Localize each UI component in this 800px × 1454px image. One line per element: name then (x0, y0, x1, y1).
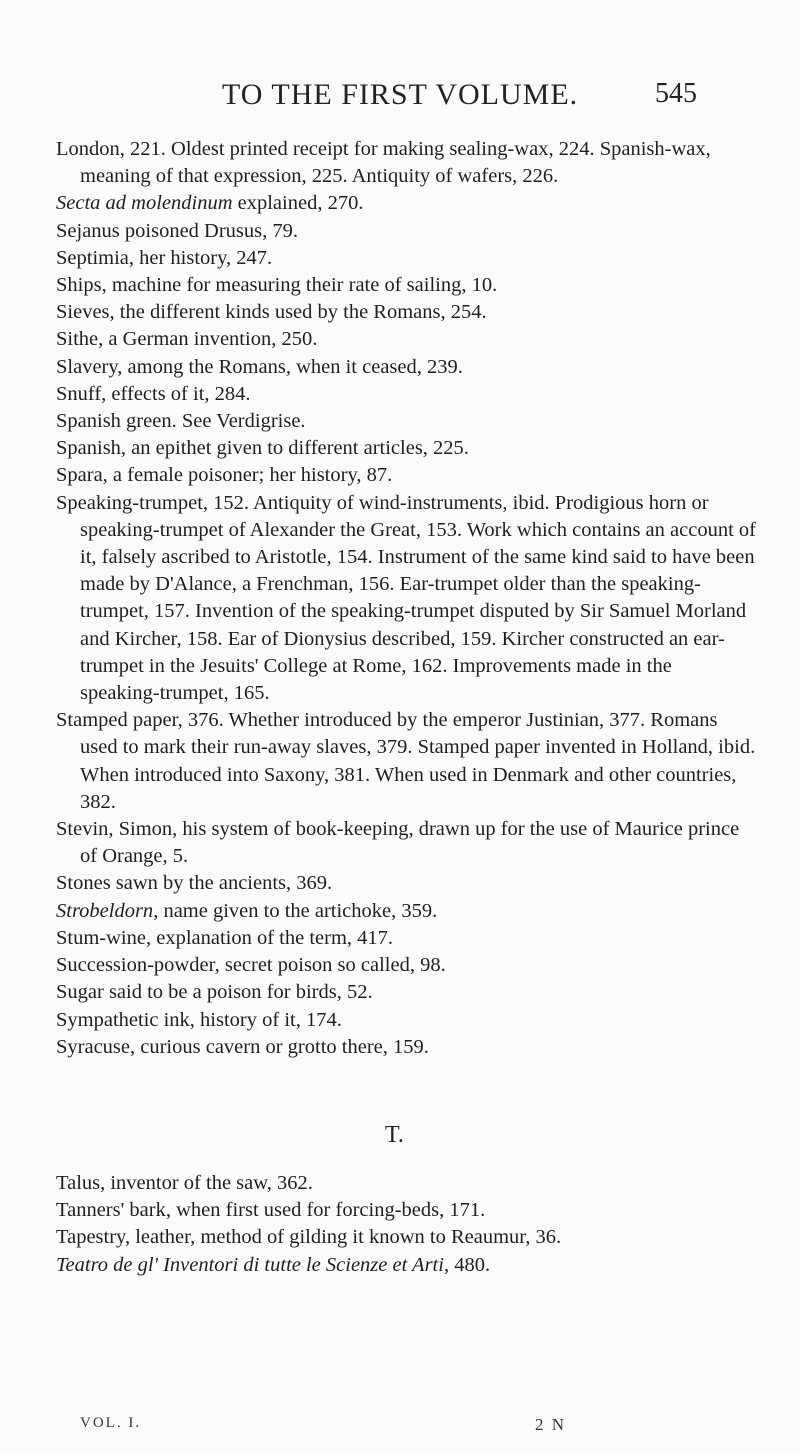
entry-text: Sejanus poisoned Drusus, 79. (56, 219, 299, 242)
index-entry (56, 435, 756, 462)
page-number: 545 (655, 78, 697, 109)
entry-text: Spara, a female poisoner; her history, 87. (56, 464, 393, 487)
entry-text: Sieves, the different kinds used by the Romans, 254. (56, 301, 487, 324)
index-entry (56, 1252, 756, 1279)
entry-text: Stevin, Simon, his system of book-keeping, drawn up for the use of Maurice prince of Orange, 5. (56, 818, 740, 868)
entry-italic-term: Teatro de gl' Inventori di tutte le Scienze et Arti (56, 1253, 444, 1276)
entry-text: Stones sawn by the ancients, 369. (56, 872, 333, 895)
signature-mark: 2 N (535, 1415, 567, 1434)
entry-text: Sithe, a German invention, 250. (56, 328, 318, 351)
index-entry (56, 898, 756, 925)
entry-italic-term: Strobeldorn (56, 899, 154, 922)
entry-text: Snuff, effects of it, 284. (56, 382, 251, 405)
index-entries-t (56, 1170, 756, 1279)
entry-text: explained, 270. (232, 192, 364, 215)
entry-text: Spanish green. See Verdigrise. (56, 410, 306, 433)
section-letter: T. (385, 1122, 404, 1148)
entry-text: Stamped paper, 376. Whether introduced by the emperor Justinian, 377. Romans used to mark their run-away slaves, 379. Stamped paper invented in Holland, ibid. When introduced into Saxony, 381. When used in Denmark and other countries, 382. (56, 709, 756, 813)
entry-text: Speaking-trumpet, 152. Antiquity of wind-instruments, ibid. Prodigious horn or speaking-trumpet of Alexander the Great, 153. Work which contains an account of it, falsely ascribed to Aristotle, 154. Instrument of the same kind said to have been made by D'Alance, a Frenchman, 156. Ear-trumpet older than the speaking-trumpet, 157. Invention of the speaking-trumpet disputed by Sir Samuel Morland and Kircher, 158. Ear of Dionysius described, 159. Kircher constructed an ear-trumpet in the Jesuits' College at Rome, 162. Improvements made in the speaking-trumpet, 165. (56, 491, 756, 705)
entry-text: , 480. (443, 1253, 491, 1276)
index-entry (56, 1224, 756, 1251)
entry-text: Ships, machine for measuring their rate of sailing, 10. (56, 274, 498, 297)
entry-text: Succession-powder, secret poison so called, 98. (56, 954, 446, 977)
volume-label: VOL. I. (80, 1415, 142, 1431)
index-entry (56, 136, 756, 190)
index-entry (56, 925, 756, 952)
entry-text: Septimia, her history, 247. (56, 246, 273, 269)
index-entry (56, 870, 756, 897)
entry-text: Syracuse, curious cavern or grotto there, 159. (56, 1035, 429, 1058)
index-entry (56, 272, 756, 299)
entry-text: Spanish, an epithet given to different articles, 225. (56, 437, 469, 460)
index-entry (56, 1170, 756, 1197)
entry-text: , name given to the artichoke, 359. (153, 899, 438, 922)
entry-text: Tapestry, leather, method of gilding it known to Reaumur, 36. (56, 1226, 562, 1249)
index-entry (56, 299, 756, 326)
index-entries-s (56, 136, 756, 1061)
entry-text: Talus, inventor of the saw, 362. (56, 1172, 313, 1194)
index-entry (56, 952, 756, 979)
entry-text: Sugar said to be a poison for birds, 52. (56, 981, 373, 1004)
index-entry (56, 1034, 756, 1061)
index-entry (56, 245, 756, 272)
index-entry (56, 462, 756, 489)
index-entry (56, 816, 756, 870)
index-entry (56, 979, 756, 1006)
index-entry (56, 490, 756, 708)
index-entry (56, 408, 756, 435)
entry-text: Sympathetic ink, history of it, 174. (56, 1008, 342, 1031)
index-entry (56, 326, 756, 353)
index-entry (56, 1197, 756, 1224)
index-entry (56, 381, 756, 408)
index-entry (56, 354, 756, 381)
page-footer (80, 1415, 640, 1432)
running-head: TO THE FIRST VOLUME. (222, 78, 579, 111)
index-entry (56, 218, 756, 245)
entry-text: Slavery, among the Romans, when it ceased, 239. (56, 355, 463, 378)
entry-text: Tanners' bark, when first used for forcing-beds, 171. (56, 1199, 486, 1222)
entry-text: Stum-wine, explanation of the term, 417. (56, 926, 394, 949)
entry-italic-term: Secta ad molendinum (56, 192, 233, 215)
entry-text: London, 221. Oldest printed receipt for making sealing-wax, 224. Spanish-wax, meaning of that expression, 225. Antiquity of wafers, 226. (56, 138, 711, 188)
index-entry (56, 707, 756, 816)
index-entry (56, 190, 756, 217)
index-entry (56, 1007, 756, 1034)
